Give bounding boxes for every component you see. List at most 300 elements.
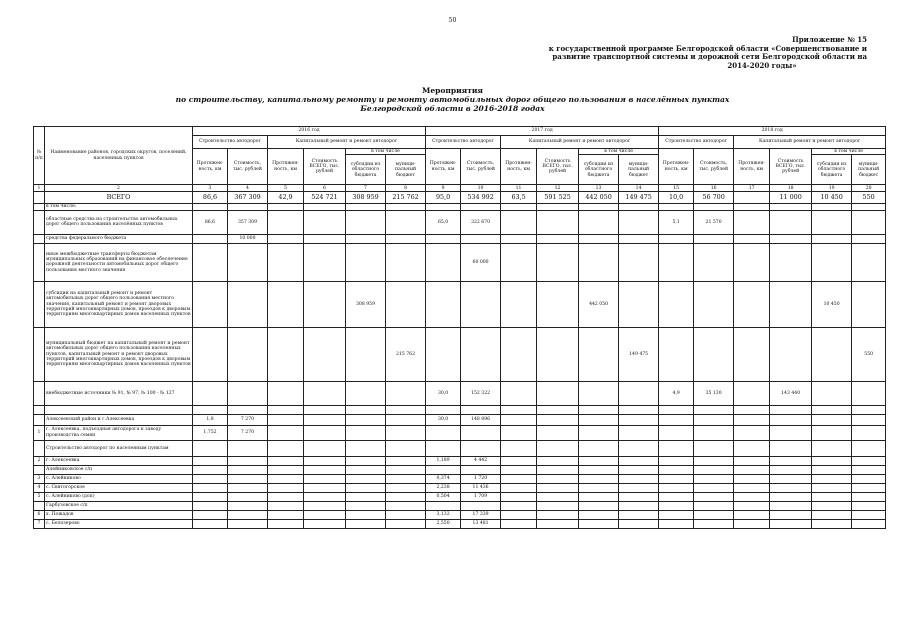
row-value-cell bbox=[537, 501, 579, 510]
row-value-cell bbox=[812, 492, 852, 501]
row-value-cell bbox=[770, 405, 812, 414]
row-value-cell bbox=[619, 501, 659, 510]
row-value-cell bbox=[770, 234, 812, 243]
row-value-cell bbox=[619, 465, 659, 474]
row-value-cell bbox=[426, 234, 461, 243]
row-name-cell: с. Алейниково bbox=[45, 474, 193, 483]
total-value-cell: 42,9 bbox=[268, 192, 304, 204]
row-value-cell bbox=[734, 425, 770, 440]
table-row bbox=[34, 483, 886, 492]
row-value-cell bbox=[386, 519, 426, 528]
row-value-cell bbox=[426, 243, 461, 281]
header-length: Протяжен-ность, км bbox=[734, 149, 770, 185]
row-value-cell: 21 570 bbox=[694, 210, 734, 234]
row-value-cell bbox=[734, 456, 770, 465]
header-subsidy: субсидии из областного бюджета bbox=[812, 155, 852, 185]
row-value-cell bbox=[734, 405, 770, 414]
row-value-cell: 30,0 bbox=[426, 414, 461, 425]
header-construction-2018: Строительство автодорог bbox=[659, 136, 734, 149]
row-value-cell: 35 130 bbox=[694, 381, 734, 405]
column-number-cell: 6 bbox=[304, 185, 346, 192]
table-row bbox=[34, 501, 886, 510]
row-value-cell bbox=[659, 465, 694, 474]
row-value-cell bbox=[193, 327, 228, 381]
header-repair-2016: Капитальный ремонт и ремонт автодорог bbox=[268, 136, 426, 149]
row-value-cell bbox=[304, 281, 346, 327]
row-value-cell bbox=[734, 501, 770, 510]
row-value-cell bbox=[579, 519, 619, 528]
row-value-cell bbox=[193, 510, 228, 519]
row-value-cell bbox=[193, 456, 228, 465]
row-value-cell bbox=[346, 510, 386, 519]
row-value-cell bbox=[537, 405, 579, 414]
row-value-cell: 357 309 bbox=[228, 210, 268, 234]
row-value-cell bbox=[386, 456, 426, 465]
row-value-cell bbox=[619, 281, 659, 327]
row-number-cell bbox=[34, 501, 45, 510]
table-row bbox=[34, 456, 886, 465]
row-value-cell bbox=[228, 327, 268, 381]
row-value-cell bbox=[619, 243, 659, 281]
row-value-cell bbox=[501, 281, 537, 327]
row-value-cell bbox=[501, 381, 537, 405]
row-value-cell bbox=[501, 510, 537, 519]
row-value-cell bbox=[852, 405, 886, 414]
total-value-cell: 10,0 bbox=[659, 192, 694, 204]
row-value-cell bbox=[734, 474, 770, 483]
row-value-cell bbox=[579, 405, 619, 414]
row-value-cell bbox=[770, 243, 812, 281]
column-number-cell: 12 bbox=[537, 185, 579, 192]
row-value-cell bbox=[852, 210, 886, 234]
row-value-cell bbox=[770, 519, 812, 528]
row-value-cell bbox=[852, 414, 886, 425]
row-value-cell bbox=[501, 440, 537, 456]
row-value-cell bbox=[659, 425, 694, 440]
row-value-cell bbox=[537, 210, 579, 234]
row-name-cell: иные межбюджетные трансферты бюджетам муниципальных образований на финансовое обеспечение дорожной деятельности автомобильных дорог общего пользования местного значения bbox=[45, 243, 193, 281]
row-value-cell bbox=[852, 234, 886, 243]
total-value-cell: 56 700 bbox=[694, 192, 734, 204]
row-value-cell bbox=[228, 381, 268, 405]
row-value-cell bbox=[426, 327, 461, 381]
header-length: Протяжен-ность, км bbox=[426, 149, 461, 185]
row-value-cell bbox=[537, 483, 579, 492]
row-number-cell bbox=[34, 281, 45, 327]
row-value-cell: 442 050 bbox=[579, 281, 619, 327]
row-value-cell bbox=[386, 465, 426, 474]
row-value-cell bbox=[268, 465, 304, 474]
row-number-cell: 4 bbox=[34, 483, 45, 492]
row-value-cell bbox=[734, 483, 770, 492]
row-value-cell bbox=[619, 425, 659, 440]
row-value-cell bbox=[193, 243, 228, 281]
row-value-cell bbox=[461, 501, 501, 510]
row-number-cell: 5 bbox=[34, 492, 45, 501]
row-value-cell bbox=[734, 281, 770, 327]
row-value-cell bbox=[579, 327, 619, 381]
row-name-cell: Алейниковское с/п bbox=[45, 465, 193, 474]
row-value-cell bbox=[579, 474, 619, 483]
total-value-cell: 550 bbox=[852, 192, 886, 204]
table-row bbox=[34, 243, 886, 281]
row-name-cell: с. Белозерово bbox=[45, 519, 193, 528]
row-value-cell bbox=[193, 405, 228, 414]
row-number-cell bbox=[34, 210, 45, 234]
row-value-cell: 148 896 bbox=[461, 414, 501, 425]
row-number-cell bbox=[34, 192, 45, 204]
header-incl: в том числе bbox=[812, 149, 886, 155]
row-value-cell bbox=[734, 327, 770, 381]
row-value-cell bbox=[304, 234, 346, 243]
row-value-cell bbox=[193, 492, 228, 501]
row-value-cell bbox=[501, 474, 537, 483]
row-number-cell bbox=[34, 234, 45, 243]
row-value-cell bbox=[461, 281, 501, 327]
row-value-cell bbox=[579, 234, 619, 243]
row-value-cell bbox=[304, 425, 346, 440]
row-value-cell bbox=[501, 414, 537, 425]
row-value-cell bbox=[193, 501, 228, 510]
table-row bbox=[34, 405, 886, 414]
row-value-cell bbox=[694, 414, 734, 425]
annex-line-2: к государственной программе Белгородской области «Совершенствование и bbox=[548, 43, 867, 53]
row-value-cell: 308 959 bbox=[346, 281, 386, 327]
row-value-cell bbox=[268, 405, 304, 414]
table-row bbox=[34, 281, 886, 327]
row-value-cell bbox=[537, 456, 579, 465]
row-value-cell bbox=[304, 210, 346, 234]
row-value-cell bbox=[346, 519, 386, 528]
column-number-cell: 10 bbox=[461, 185, 501, 192]
column-number-cell: 16 bbox=[694, 185, 734, 192]
total-value-cell: 367 309 bbox=[228, 192, 268, 204]
row-value-cell bbox=[770, 456, 812, 465]
row-number-cell bbox=[34, 405, 45, 414]
row-value-cell bbox=[812, 510, 852, 519]
row-value-cell bbox=[659, 474, 694, 483]
total-value-cell: 534 992 bbox=[461, 192, 501, 204]
row-value-cell bbox=[812, 327, 852, 381]
row-value-cell bbox=[193, 519, 228, 528]
row-value-cell bbox=[228, 501, 268, 510]
row-value-cell bbox=[268, 474, 304, 483]
row-value-cell: 143 440 bbox=[770, 381, 812, 405]
row-value-cell bbox=[770, 425, 812, 440]
row-value-cell bbox=[193, 381, 228, 405]
column-number-cell: 1 bbox=[34, 185, 45, 192]
row-value-cell bbox=[659, 243, 694, 281]
row-value-cell bbox=[734, 440, 770, 456]
row-value-cell bbox=[579, 465, 619, 474]
row-value-cell bbox=[619, 456, 659, 465]
row-value-cell bbox=[461, 327, 501, 381]
row-value-cell bbox=[734, 381, 770, 405]
row-value-cell bbox=[734, 510, 770, 519]
row-value-cell bbox=[659, 483, 694, 492]
row-value-cell: 86,6 bbox=[193, 210, 228, 234]
row-value-cell: 322 670 bbox=[461, 210, 501, 234]
row-name-cell: областные средства на строительство автомобильных дорог общего пользования населённых пунктов bbox=[45, 210, 193, 234]
row-value-cell bbox=[659, 414, 694, 425]
row-value-cell bbox=[426, 440, 461, 456]
row-value-cell bbox=[304, 414, 346, 425]
row-value-cell bbox=[228, 281, 268, 327]
row-value-cell bbox=[770, 281, 812, 327]
row-value-cell: 5,1 bbox=[659, 210, 694, 234]
row-value-cell: 1,189 bbox=[426, 456, 461, 465]
row-value-cell bbox=[386, 414, 426, 425]
column-number-cell: 15 bbox=[659, 185, 694, 192]
title-line-3: Белгородской области в 2016-2018 годах bbox=[360, 104, 545, 113]
row-value-cell: 4,9 bbox=[659, 381, 694, 405]
row-value-cell bbox=[386, 210, 426, 234]
row-value-cell bbox=[619, 510, 659, 519]
row-value-cell bbox=[346, 381, 386, 405]
row-value-cell bbox=[694, 405, 734, 414]
header-total: Стоимость ВСЕГО, тыс. рублей bbox=[537, 149, 579, 185]
row-value-cell bbox=[812, 414, 852, 425]
row-value-cell bbox=[304, 483, 346, 492]
row-value-cell bbox=[694, 474, 734, 483]
row-value-cell bbox=[346, 243, 386, 281]
row-value-cell: 2,238 bbox=[426, 483, 461, 492]
row-value-cell bbox=[579, 510, 619, 519]
page-number: 50 bbox=[448, 17, 457, 24]
row-value-cell bbox=[386, 281, 426, 327]
total-label: ВСЕГО bbox=[45, 192, 193, 204]
row-value-cell bbox=[268, 327, 304, 381]
column-number-cell: 4 bbox=[228, 185, 268, 192]
row-value-cell: 17 339 bbox=[461, 510, 501, 519]
row-value-cell bbox=[346, 405, 386, 414]
title-line-2: по строительству, капитальному ремонту и ремонту автомобильных дорог общего пользования в населённых пунктах bbox=[175, 95, 730, 104]
row-number-cell bbox=[34, 440, 45, 456]
row-value-cell bbox=[386, 501, 426, 510]
row-value-cell bbox=[694, 234, 734, 243]
table-row bbox=[34, 327, 886, 381]
row-value-cell bbox=[304, 510, 346, 519]
row-name-cell: муниципальный бюджет на капитальный ремонт и ремонт автомобильных дорог общего пользования населенных пунктов, капитальный ремонт и ремонт дворовых территорий многоквартирных домов, проездов к дворовым территориям многоквартирных домов населенных пунктов bbox=[45, 327, 193, 381]
row-value-cell bbox=[852, 519, 886, 528]
row-value-cell bbox=[501, 234, 537, 243]
annex-block bbox=[537, 36, 867, 70]
row-value-cell bbox=[501, 492, 537, 501]
row-value-cell bbox=[694, 510, 734, 519]
row-value-cell: 1,752 bbox=[193, 425, 228, 440]
row-value-cell bbox=[461, 425, 501, 440]
row-value-cell bbox=[304, 519, 346, 528]
row-value-cell bbox=[228, 243, 268, 281]
table-row bbox=[34, 425, 886, 440]
row-value-cell bbox=[228, 510, 268, 519]
row-value-cell bbox=[537, 519, 579, 528]
header-num: № п/п bbox=[34, 127, 45, 185]
row-value-cell bbox=[501, 405, 537, 414]
header-2018: 2018 год bbox=[659, 127, 886, 136]
row-value-cell bbox=[386, 381, 426, 405]
measures-table bbox=[33, 126, 886, 529]
row-name-cell bbox=[45, 405, 193, 414]
row-value-cell bbox=[461, 234, 501, 243]
row-value-cell bbox=[228, 474, 268, 483]
column-number-cell: 18 bbox=[770, 185, 812, 192]
row-value-cell: 7 270 bbox=[228, 425, 268, 440]
row-value-cell: 0,374 bbox=[426, 474, 461, 483]
row-value-cell bbox=[812, 465, 852, 474]
table-row bbox=[34, 492, 886, 501]
row-value-cell bbox=[537, 327, 579, 381]
column-number-cell: 3 bbox=[193, 185, 228, 192]
header-2016: 2016 год bbox=[193, 127, 426, 136]
column-number-row bbox=[34, 185, 886, 192]
row-value-cell bbox=[304, 405, 346, 414]
column-number-cell: 20 bbox=[852, 185, 886, 192]
row-value-cell bbox=[193, 281, 228, 327]
row-value-cell: 7 270 bbox=[228, 414, 268, 425]
row-value-cell bbox=[619, 210, 659, 234]
row-value-cell bbox=[304, 440, 346, 456]
row-name-cell: г. Алексеевка bbox=[45, 456, 193, 465]
row-value-cell bbox=[228, 465, 268, 474]
row-value-cell bbox=[619, 440, 659, 456]
row-value-cell bbox=[770, 414, 812, 425]
row-value-cell bbox=[426, 425, 461, 440]
row-value-cell bbox=[268, 243, 304, 281]
row-value-cell bbox=[659, 440, 694, 456]
row-value-cell: 1,8 bbox=[193, 414, 228, 425]
row-value-cell bbox=[501, 483, 537, 492]
row-value-cell bbox=[619, 381, 659, 405]
column-number-cell: 13 bbox=[579, 185, 619, 192]
row-value-cell bbox=[770, 327, 812, 381]
row-value-cell bbox=[537, 440, 579, 456]
row-value-cell bbox=[268, 440, 304, 456]
row-value-cell bbox=[770, 483, 812, 492]
row-value-cell: 215 762 bbox=[386, 327, 426, 381]
row-value-cell: 60 000 bbox=[461, 243, 501, 281]
row-value-cell: 65,0 bbox=[426, 210, 461, 234]
column-number-cell: 14 bbox=[619, 185, 659, 192]
row-value-cell bbox=[268, 425, 304, 440]
total-value-cell: 308 959 bbox=[346, 192, 386, 204]
row-value-cell bbox=[852, 492, 886, 501]
row-name-cell: с. Алейниково (доп) bbox=[45, 492, 193, 501]
row-value-cell bbox=[734, 465, 770, 474]
header-cost: Стоимость, тыс. рублей bbox=[228, 149, 268, 185]
row-value-cell bbox=[694, 465, 734, 474]
row-value-cell: 30,0 bbox=[426, 381, 461, 405]
row-value-cell bbox=[619, 474, 659, 483]
row-value-cell bbox=[770, 474, 812, 483]
row-value-cell bbox=[346, 465, 386, 474]
row-value-cell bbox=[346, 210, 386, 234]
row-number-cell: 2 bbox=[34, 456, 45, 465]
row-value-cell bbox=[386, 474, 426, 483]
row-value-cell bbox=[386, 243, 426, 281]
row-value-cell bbox=[346, 440, 386, 456]
row-value-cell: 550 bbox=[852, 327, 886, 381]
row-value-cell bbox=[228, 483, 268, 492]
row-value-cell bbox=[268, 234, 304, 243]
header-construction-2016: Строительство автодорог bbox=[193, 136, 268, 149]
row-value-cell bbox=[268, 414, 304, 425]
header-length: Протяжен-ность, км bbox=[659, 149, 694, 185]
row-value-cell bbox=[386, 425, 426, 440]
row-value-cell bbox=[694, 492, 734, 501]
row-value-cell bbox=[268, 519, 304, 528]
row-value-cell bbox=[501, 425, 537, 440]
column-number-cell: 5 bbox=[268, 185, 304, 192]
row-value-cell bbox=[426, 281, 461, 327]
row-value-cell bbox=[228, 519, 268, 528]
row-value-cell bbox=[304, 492, 346, 501]
row-value-cell: 1 720 bbox=[461, 474, 501, 483]
row-value-cell bbox=[659, 234, 694, 243]
row-value-cell bbox=[501, 519, 537, 528]
column-number-cell: 19 bbox=[812, 185, 852, 192]
header-total: Стоимость ВСЕГО, тыс. рублей bbox=[770, 149, 812, 185]
row-value-cell bbox=[734, 234, 770, 243]
table-row bbox=[34, 465, 886, 474]
row-value-cell bbox=[346, 474, 386, 483]
column-number-cell: 9 bbox=[426, 185, 461, 192]
row-value-cell bbox=[852, 425, 886, 440]
row-value-cell bbox=[694, 327, 734, 381]
row-value-cell bbox=[734, 210, 770, 234]
row-value-cell bbox=[770, 510, 812, 519]
row-value-cell bbox=[852, 483, 886, 492]
header-cost: Стоимость, тыс. рублей bbox=[461, 149, 501, 185]
header-construction-2017: Строительство автодорог bbox=[426, 136, 501, 149]
row-value-cell bbox=[734, 519, 770, 528]
row-value-cell bbox=[426, 465, 461, 474]
row-name-cell: Гарбузовское с/п bbox=[45, 501, 193, 510]
total-value-cell: 149 475 bbox=[619, 192, 659, 204]
row-value-cell bbox=[304, 381, 346, 405]
row-value-cell bbox=[852, 456, 886, 465]
total-row bbox=[34, 192, 886, 204]
table-row bbox=[34, 414, 886, 425]
row-value-cell bbox=[461, 440, 501, 456]
row-value-cell bbox=[770, 210, 812, 234]
total-value-cell: 10 450 bbox=[812, 192, 852, 204]
row-value-cell: 3,132 bbox=[426, 510, 461, 519]
column-number-cell: 8 bbox=[386, 185, 426, 192]
row-value-cell bbox=[304, 456, 346, 465]
row-value-cell bbox=[228, 405, 268, 414]
row-value-cell: 2,550 bbox=[426, 519, 461, 528]
row-value-cell bbox=[619, 405, 659, 414]
row-value-cell bbox=[694, 483, 734, 492]
row-number-cell: 1 bbox=[34, 425, 45, 440]
table-row bbox=[34, 381, 886, 405]
row-value-cell bbox=[537, 243, 579, 281]
row-value-cell bbox=[346, 234, 386, 243]
row-value-cell bbox=[579, 456, 619, 465]
row-value-cell bbox=[770, 492, 812, 501]
table-row bbox=[34, 474, 886, 483]
row-value-cell bbox=[346, 501, 386, 510]
row-value-cell bbox=[812, 405, 852, 414]
row-value-cell bbox=[812, 440, 852, 456]
row-value-cell bbox=[346, 327, 386, 381]
table-row bbox=[34, 519, 886, 528]
row-value-cell bbox=[304, 243, 346, 281]
column-number-cell: 17 bbox=[734, 185, 770, 192]
row-value-cell bbox=[659, 281, 694, 327]
row-value-cell bbox=[852, 465, 886, 474]
